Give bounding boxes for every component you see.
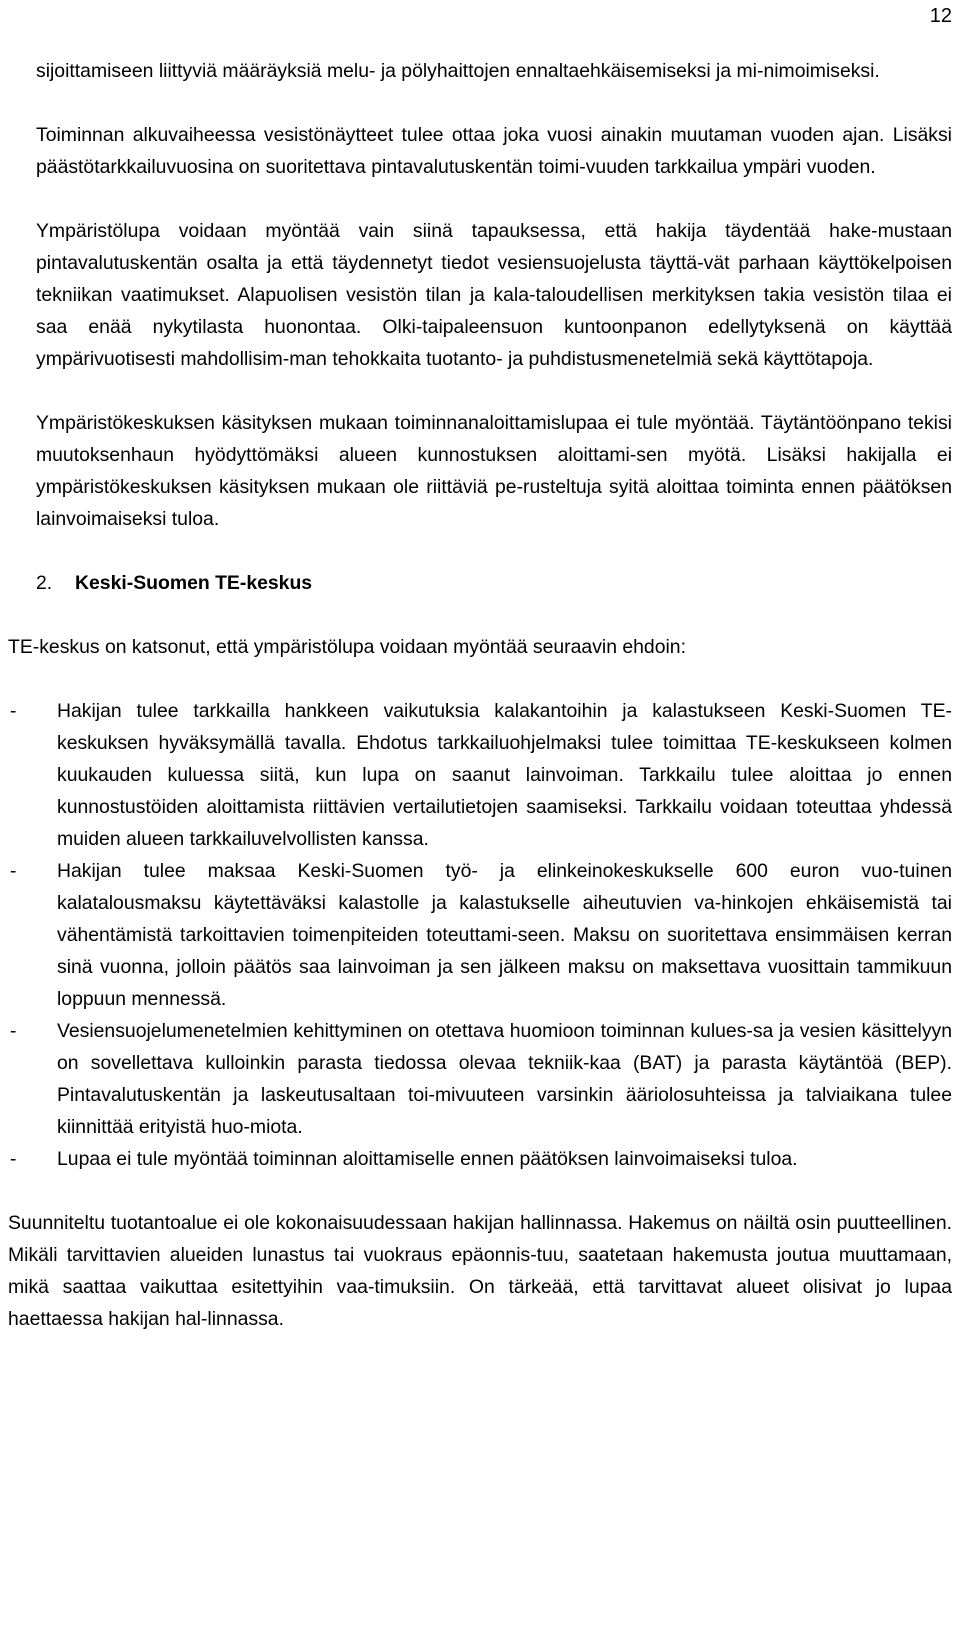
list-item <box>8 695 956 855</box>
paragraph-water-sampling: Toiminnan alkuvaiheessa vesistönäytteet tulee ottaa joka vuosi ainakin muutaman vuoden ajan. Lisäksi päästötarkkailuvuosina on suoritettava pintavalutuskentän toimi-vuuden tarkkailua ympäri vuoden. <box>36 124 952 178</box>
list-bullet: - <box>10 700 17 722</box>
document-body <box>8 55 956 1335</box>
list-item-text: Lupaa ei tule myöntää toiminnan aloittamiselle ennen päätöksen lainvoimaiseksi tuloa. <box>57 1148 798 1170</box>
list-item <box>8 855 956 1015</box>
paragraph-closing: Suunniteltu tuotantoalue ei ole kokonaisuudessaan hakijan hallinnassa. Hakemus on näiltä osin puutteellinen. Mikäli tarvittavien alueiden lunastus tai vuokraus epäonnis-tuu, saatetaan hakemusta joutua muuttamaan, mikä saattaa vaikuttaa esitettyihin vaa-timuksiin. On tärkeää, että tarvittavat alueet olisivat jo lupaa haettaessa hakijan hal-linnassa. <box>8 1212 952 1330</box>
section-number: 2. <box>36 572 53 594</box>
section-heading <box>36 567 956 599</box>
list-bullet: - <box>10 1148 17 1170</box>
list-bullet: - <box>10 1020 17 1042</box>
conditions-list <box>8 695 956 1175</box>
list-item <box>8 1015 956 1143</box>
list-bullet: - <box>10 860 17 882</box>
paragraph-noise-dust: sijoittamiseen liittyviä määräyksiä melu- ja pölyhaittojen ennaltaehkäisemiseksi ja mi-nimoimiseksi. <box>36 60 880 82</box>
page-number: 12 <box>929 5 952 27</box>
list-item-text: Vesiensuojelumenetelmien kehittyminen on otettava huomioon toiminnan kulues-sa ja vesien käsittelyyn on sovellettava kulloinkin parasta tiedossa olevaa tekniik-kaa (BAT) ja parasta käytäntöä (BEP). Pintavalutuskentän ja laskeutusaltaan toi-mivuuteen varsinkin ääriolosuhteissa ja talviaikana tulee kiinnittää erityistä huo-miota. <box>57 1020 952 1138</box>
list-item-text: Hakijan tulee maksaa Keski-Suomen työ- ja elinkeinokeskukselle 600 euron vuo-tuinen kalatalousmaksu käytettäväksi kalastolle ja kalastukselle aiheutuvien va-hinkojen ehkäisemistä tai vähentämistä tarkoittavien toimenpiteiden toteuttami-seen. Maksu on suoritettava ensimmäisen kerran sinä vuonna, jolloin päätös saa lainvoiman ja sen jälkeen maksu on maksettava vuosittain tammikuun loppuun mennessä. <box>57 860 952 1010</box>
list-item <box>8 1143 956 1175</box>
section-title: Keski-Suomen TE-keskus <box>75 572 313 594</box>
paragraph-intro: TE-keskus on katsonut, että ympäristölupa voidaan myöntää seuraavin ehdoin: <box>8 636 686 658</box>
paragraph-start-permit: Ympäristökeskuksen käsityksen mukaan toiminnanaloittamislupaa ei tule myöntää. Täytäntöönpano tekisi muutoksenhaun hyödyttömäksi alueen kunnostuksen aloittami-sen myötä. Lisäksi hakijalla ei ympäristökeskuksen käsityksen mukaan ole riittäviä pe-rusteltuja syitä aloittaa toiminta ennen päätöksen lainvoimaiseksi tuloa. <box>36 412 952 530</box>
paragraph-permit-conditions: Ympäristölupa voidaan myöntää vain siinä tapauksessa, että hakija täydentää hake-mustaan pintavalutuskentän osalta ja että täydennetyt tiedot vesiensuojelusta täyttä-vät parhaan käyttökelpoisen tekniikan vaatimukset. Alapuolisen vesistön tilan ja kala-taloudellisen merkityksen takia vesistön tilaa ei saa enää nykytilasta huonontaa. Olki-taipaleensuon kuntoonpanon edellytyksenä on käyttää ympärivuotisesti mahdollisim-man tehokkaita tuotanto- ja puhdistusmenetelmiä sekä käyttötapoja. <box>36 220 952 370</box>
list-item-text: Hakijan tulee tarkkailla hankkeen vaikutuksia kalakantoihin ja kalastukseen Keski-Suomen TE-keskuksen hyväksymällä tavalla. Ehdotus tarkkailuohjelmaksi tulee toimittaa TE-keskukseen kolmen kuukauden kuluessa siitä, kun lupa on saanut lainvoiman. Tarkkailu tulee aloittaa jo ennen kunnostustöiden aloittamista riittävien vertailutietojen saamiseksi. Tarkkailu voidaan toteuttaa yhdessä muiden alueen tarkkailuvelvollisten kanssa. <box>57 700 952 850</box>
